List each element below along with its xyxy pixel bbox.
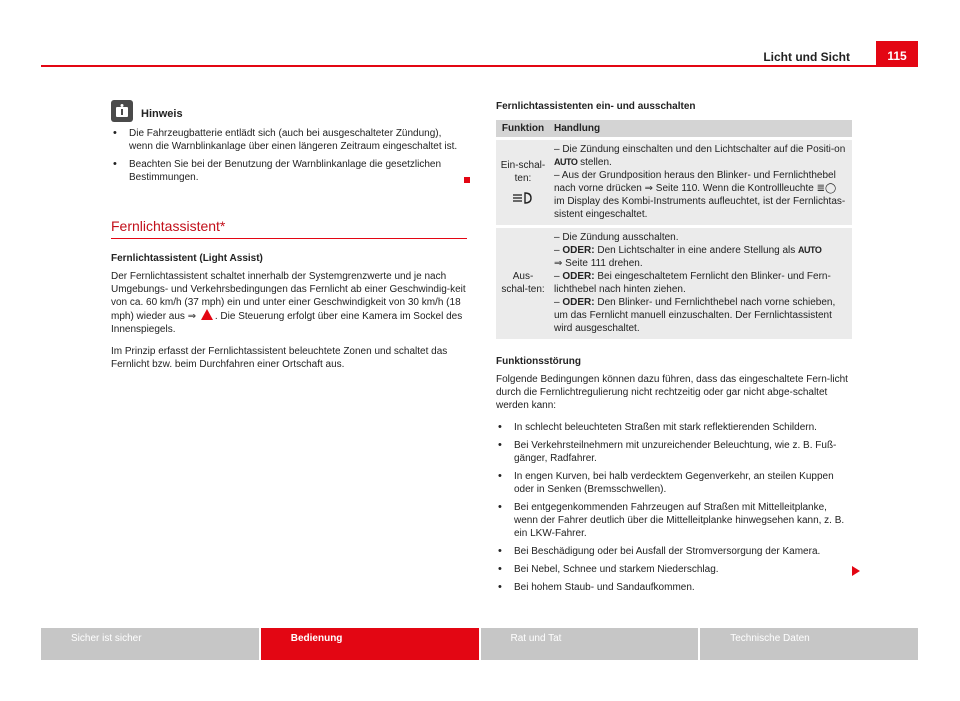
table-row	[496, 139, 852, 227]
list-item: • Bei Beschädigung oder bei Ausfall der Stromversorgung der Kamera.	[496, 545, 852, 558]
warning-triangle-icon[interactable]	[201, 309, 213, 320]
note-box	[111, 100, 467, 184]
footer-tab-rat-und-tat[interactable]: Rat und Tat	[481, 628, 701, 660]
function-cell-on: Ein-schal-ten:	[496, 139, 550, 227]
function-cell-off: Aus-schal-ten:	[496, 227, 550, 340]
right-column	[496, 100, 852, 594]
auto-switch-glyph: AUTO	[554, 157, 578, 167]
list-item: • In schlecht beleuchteten Straßen mit stark reflektierenden Schildern.	[496, 421, 852, 434]
column-header-action: Handlung	[550, 120, 852, 139]
function-table	[496, 120, 852, 339]
section-end-marker	[464, 177, 470, 183]
header-rule	[41, 65, 918, 67]
page-number: 115	[876, 41, 918, 67]
table-row	[496, 227, 852, 340]
section-rule	[111, 238, 467, 239]
section-body	[111, 252, 467, 380]
list-item: • Bei entgegenkommenden Fahrzeugen auf Straßen mit Mittelleitplanke, wenn der Fahrer deutlich über die Mittelleitplanke hinwegsehen kann, z. B. ein LKW-Fahrer.	[496, 501, 852, 540]
info-note-icon	[111, 100, 133, 122]
action-cell-off: – Die Zündung ausschalten. – ODER: Den Lichtschalter in eine andere Stellung als AUTO ⇒ Seite 111 drehen. – ODER: Bei eingeschaltetem Fernlicht den Blinker- und Fern-lichthebel nach hinten ziehen. – ODER: Den Blinker- und Fernlichthebel nach vorne schieben, um das Fernlicht manuell einzuschalten. Der Fernlichtassistent wird ausgeschaltet.	[550, 227, 852, 340]
footer-tab-sicher[interactable]: Sicher ist sicher	[41, 628, 261, 660]
fault-intro: Folgende Bedingungen können dazu führen, dass das eingeschaltete Fern-licht durch die Fernlichtregulierung nicht rechtzeitig oder gar nicht abge-schaltet werden kann:	[496, 374, 848, 411]
column-header-function: Funktion	[496, 120, 550, 139]
high-beam-assist-icon	[511, 191, 535, 205]
note-bullet-2: • Beachten Sie bei der Benutzung der Warnblinkanlage die gesetzlichen Bestimmungen.	[111, 158, 467, 184]
section-title: Fernlichtassistent*	[111, 218, 226, 234]
control-lamp-icon: ≣◯	[816, 183, 837, 194]
action-cell-on: – Die Zündung einschalten und den Lichtschalter auf die Positi-on AUTO stellen. – Aus der Grundposition heraus den Blinker- und Fernlichthebel nach vorne drücken ⇒ Seite 110. Wenn die Kontrollleuchte ≣◯ im Display des Kombi-Instruments aufleuchtet, ist der Fernlichtas-sistent eingeschaltet.	[550, 139, 852, 227]
paragraph-2: Im Prinzip erfasst der Fernlichtassistent beleuchtete Zonen und schaltet das Fernlicht bzw. beim Durchfahren einer Ortschaft aus.	[111, 346, 448, 370]
list-item: • Bei hohem Staub- und Sandaufkommen.	[496, 581, 852, 594]
section-subtitle: Fernlichtassistent (Light Assist)	[111, 253, 263, 264]
table-title: Fernlichtassistenten ein- und ausschalten	[496, 101, 696, 112]
footer-tab-technische-daten[interactable]: Technische Daten	[700, 628, 918, 660]
fault-section	[496, 355, 852, 594]
list-item: • Bei Nebel, Schnee und starkem Niederschlag.	[496, 563, 852, 576]
note-bullet-1: • Die Fahrzeugbatterie entlädt sich (auch bei ausgeschalteter Zündung), wenn die Warnblinkanlage über einen längeren Zeitraum eingeschaltet ist.	[111, 127, 467, 153]
continue-arrow-icon	[852, 566, 860, 576]
note-title: Hinweis	[141, 107, 183, 120]
list-item: • In engen Kurven, bei halb verdecktem Gegenverkehr, an steilen Kuppen oder in Senken (Bremsschwellen).	[496, 470, 852, 496]
table-header-row	[496, 120, 852, 139]
auto-switch-glyph: AUTO	[798, 245, 822, 255]
footer-tab-bedienung[interactable]: Bedienung	[261, 628, 481, 660]
paragraph-1: Der Fernlichtassistent schaltet innerhalb der Systemgrenzwerte und je nach Umgebungs- und Verkehrsbedingungen das Fernlicht ab einer Geschwindig-keit von ca. 60 km/h (37 mph) ein und unter einer Geschwindigkeit von 30 km/h (18 mph) wieder aus ⇒ . Die Steuerung erfolgt über eine Kamera im Sockel des Innenspiegels.	[111, 271, 466, 335]
footer-nav	[41, 628, 918, 660]
list-item: • Bei Verkehrsteilnehmern mit unzureichender Beleuchtung, wie z. B. Fuß-gänger, Radfahrer.	[496, 439, 852, 465]
running-header-title: Licht und Sicht	[763, 50, 850, 64]
fault-title: Funktionsstörung	[496, 356, 581, 367]
note-header	[111, 100, 467, 122]
